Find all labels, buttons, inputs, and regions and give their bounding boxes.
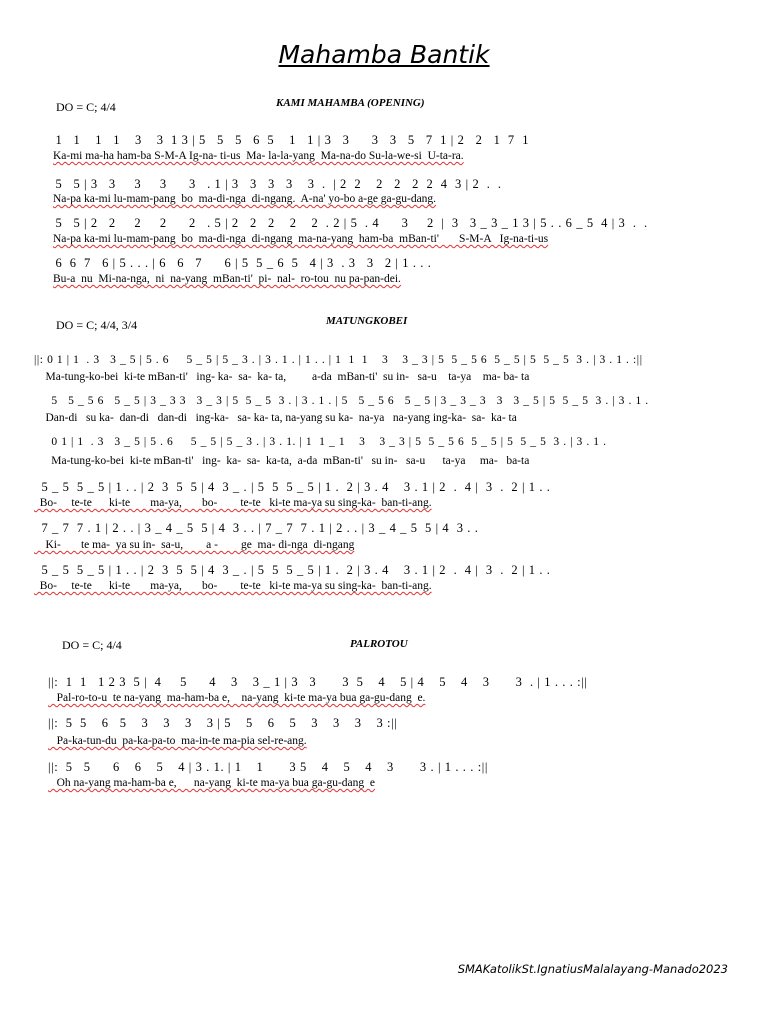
notation-line: ||: 5 5 6 6 5 4 | 3 . 1. | 1 1 3 5 4 5 4 3 3 . | 1 . . . :||	[48, 760, 488, 774]
section-2-key: DO = C; 4/4, 3/4	[56, 318, 138, 332]
notation-line: 5 _ 5 5 _ 5 | 1 . . | 2 3 5 5 | 4 3 _ . | 5 5 5 _ 5 | 1 . 2 | 3 . 4 3 . 1 | 2 . 4 | 3 . 2 | 1 . .	[34, 480, 551, 494]
notation-line: 7 _ 7 7 . 1 | 2 . . | 3 _ 4 _ 5 5 | 4 3 . . | 7 _ 7 7 . 1 | 2 . . | 3 _ 4 _ 5 5 | 4 3 . .	[34, 521, 479, 535]
section-3-key: DO = C; 4/4	[62, 638, 122, 652]
lyrics-line: Oh na-yang ma-ham-ba e, na-yang ki-te ma-ya bua ga-gu-dang e	[48, 777, 375, 789]
notation-line: ||: 0 1 | 1 . 3 3 _ 5 | 5 . 6 5 _ 5 | 5 _ 3 . | 3 . 1 . | 1 . . | 1 1 1 3 3 _ 3 | 5 5 _ 5 6 5 _ 5 | 5 5 _ 5 3 . | 3 . 1 . :||	[34, 354, 643, 366]
section-1-title: KAMI MAHAMBA (OPENING)	[276, 97, 425, 109]
section-3-title: PALROTOU	[350, 638, 408, 650]
lyrics-line: Ka-mi ma-ha ham-ba S-M-A Ig-na- ti-us Ma- la-la-yang Ma-na-do Su-la-we-si U-ta-ra.	[53, 150, 464, 162]
lyrics-line: Bo- te-te ki-te ma-ya, bo- te-te ki-te ma-ya su sing-ka- ban-ti-ang.	[34, 497, 432, 509]
section-2-title: MATUNGKOBEI	[326, 315, 408, 327]
notation-line: 0 1 | 1 . 3 3 _ 5 | 5 . 6 5 _ 5 | 5 _ 3 . | 3 . 1. | 1 1 _ 1 3 3 _ 3 | 5 5 _ 5 6 5 _ 5 | 5 5 _ 5 3 . | 3 . 1 .	[34, 436, 607, 448]
notation-line: ||: 5 5 6 5 3 3 3 3 | 5 5 6 5 3 3 3 3 :||	[48, 716, 398, 730]
notation-line: 5 5 | 2 2 2 2 2 . 5 | 2 2 2 2 2 . 2 | 5 . 4 3 2 | 3 3 _ 3 _ 1 3 | 5 . . 6 _ 5 4 | 3 . .	[48, 216, 648, 230]
lyrics-line: Ki- te ma- ya su in- sa-u, a - ge ma- di-nga di-ngang	[34, 539, 355, 551]
notation-line: 5 _ 5 5 _ 5 | 1 . . | 2 3 5 5 | 4 3 _ . | 5 5 5 _ 5 | 1 . 2 | 3 . 4 3 . 1 | 2 . 4 | 3 . 2 | 1 . .	[34, 563, 551, 577]
notation-line: 1 1 1 1 3 3 1 3 | 5 5 5 6 5 1 1 | 3 3 3 3 5 7 1 | 2 2 1 7 1	[48, 133, 530, 147]
notation-line: 5 5 _ 5 6 5 _ 5 | 3 _ 3 3 3 _ 3 | 5 5 _ 5 3 . | 3 . 1 . | 5 5 _ 5 6 5 _ 5 | 3 _ 3 _ 3 3 3 _ 5 | 5 5 _ 5 3 . | 3 . 1 .	[34, 395, 649, 407]
lyrics-line: Ma-tung-ko-bei ki-te mBan-ti' ing- ka- sa- ka-ta, a-da mBan-ti' su in- sa-u ta-ya ma- ba-ta	[34, 455, 530, 467]
lyrics-line: Pal-ro-to-u te na-yang ma-ham-ba e, na-yang ki-te ma-ya bua ga-gu-dang e.	[48, 692, 426, 704]
lyrics-line: Dan-di su ka- dan-di dan-di ing-ka- sa- ka- ta, na-yang su ka- na-ya na-yang ing-ka- sa- ka- ta	[34, 412, 517, 424]
lyrics-line: Na-pa ka-mi lu-mam-pang bo ma-di-nga di-ngang. A-na' yo-bo a-ge ga-gu-dang.	[53, 193, 437, 205]
notation-line: 6 6 7 6 | 5 . . . | 6 6 7 6 | 5 5 _ 6 5 4 | 3 . 3 3 2 | 1 . . .	[48, 256, 432, 270]
notation-line: 5 5 | 3 3 3 3 3 . 1 | 3 3 3 3 3 . | 2 2 2 2 2 2 4 3 | 2 . .	[48, 177, 502, 191]
section-1-key: DO = C; 4/4	[56, 100, 116, 114]
lyrics-line: Na-pa ka-mi lu-mam-pang bo ma-di-nga di-ngang ma-na-yang ham-ba mBan-ti' S-M-A Ig-na-ti-us	[53, 233, 549, 245]
lyrics-line: Pa-ka-tun-du pa-ka-pa-to ma-in-te ma-pia sel-re-ang.	[48, 735, 307, 747]
song-title: Mahamba Bantik	[278, 40, 490, 69]
lyrics-line: Ma-tung-ko-bei ki-te mBan-ti' ing- ka- sa- ka- ta, a-da mBan-ti' su in- sa-u ta-ya ma- ba- ta	[34, 371, 530, 383]
footer-signature: SMAKatolikSt.IgnatiusMalalayang-Manado2023	[457, 962, 728, 976]
lyrics-line: Bo- te-te ki-te ma-ya, bo- te-te ki-te ma-ya su sing-ka- ban-ti-ang.	[34, 580, 432, 592]
notation-line: ||: 1 1 1 2 3 5 | 4 5 4 3 3 _ 1 | 3 3 3 5 4 5 | 4 5 4 3 3 . | 1 . . . :||	[48, 675, 588, 689]
lyrics-line: Bu-a nu Mi-na-nga, ni na-yang mBan-ti' pi- nal- ro-tou nu pa-pan-dei.	[53, 273, 401, 285]
